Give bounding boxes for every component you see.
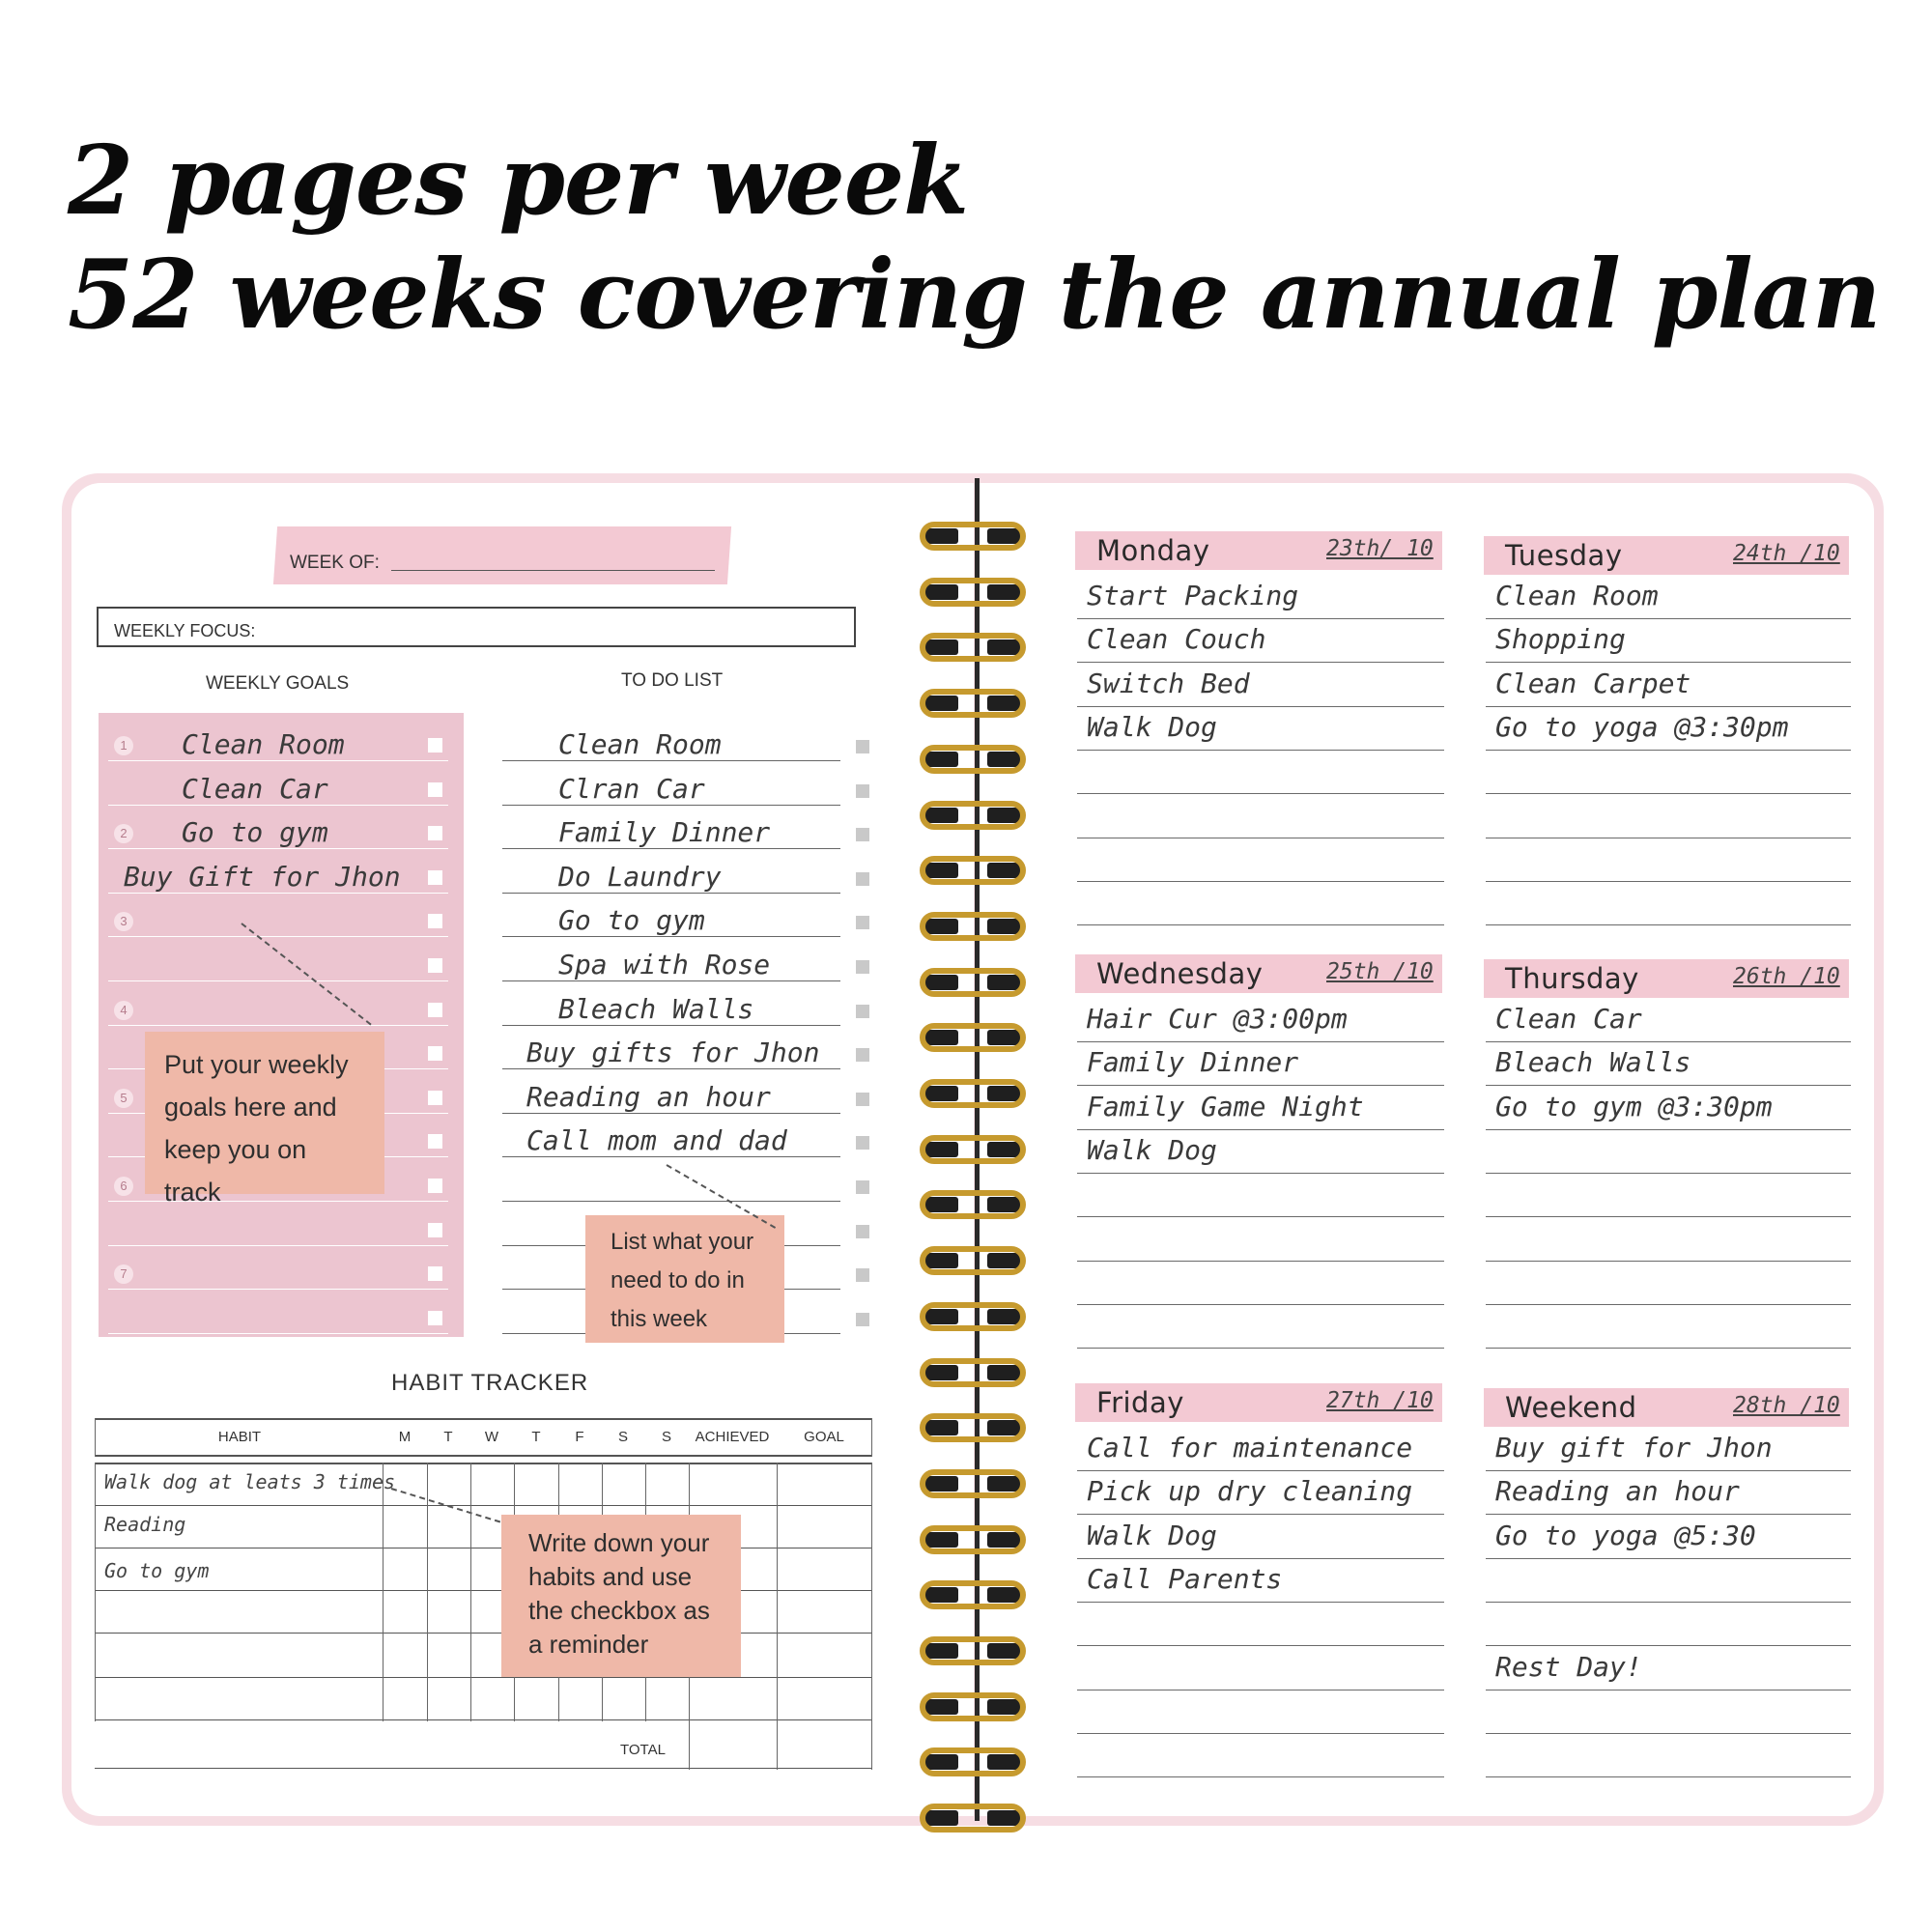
day-row-line [1486,662,1851,663]
habit-name: Reading [104,1513,186,1536]
habit-name: Go to gym [104,1559,210,1582]
todo-text: Buy gifts for Jhon [526,1037,820,1069]
week-of-label: WEEK OF: [290,553,380,573]
day-name: Wednesday [1096,957,1264,990]
spiral-ring [920,1804,1026,1833]
todo-checkbox [856,1136,869,1150]
day-task: Walk Dog [1087,1133,1217,1166]
habit-row-line [95,1719,871,1720]
todo-text: Do Laundry [558,860,722,893]
todo-text: Clran Car [558,772,705,805]
day-row-line [1077,1645,1444,1646]
goal-row-line [108,848,448,849]
habit-tip-line: a reminder [528,1630,649,1659]
day-task: Go to yoga @3:30pm [1495,710,1789,743]
spiral-ring [920,1636,1026,1665]
day-row-line [1077,1602,1444,1603]
day-task: Hair Cur @3:00pm [1087,1003,1348,1035]
habit-header-top [95,1418,871,1420]
day-task: Reading an hour [1495,1475,1740,1508]
habit-tip-line: habits and use [528,1562,693,1591]
goals-tip-note [145,1032,384,1207]
todo-row-line [502,980,840,981]
habit-row-line [95,1590,871,1591]
todo-heading: TO DO LIST [621,670,724,691]
goal-checkbox [428,738,442,753]
todo-row-line [502,1025,840,1026]
day-task: Rest Day! [1495,1650,1642,1683]
headline-line-2: 52 weeks covering the annual plan [68,240,1881,351]
day-row-line [1077,1514,1444,1515]
habit-tracker-title: HABIT TRACKER [391,1370,589,1396]
day-row-line [1077,1558,1444,1559]
habit-row-line [95,1633,871,1634]
todo-row-line [502,805,840,806]
day-task: Bleach Walls [1495,1046,1691,1079]
habit-column-header: S [617,1429,628,1445]
day-row-line [1077,1173,1444,1174]
goal-checkbox [428,870,442,885]
spiral-ring [920,689,1026,718]
day-row-line [1486,1558,1851,1559]
goals-tip-line: goals here and [164,1093,337,1122]
habit-header-bottom [95,1455,871,1457]
day-task: Family Dinner [1087,1046,1299,1079]
day-row-line [1077,1348,1444,1349]
day-row-line [1486,1304,1851,1305]
goal-checkbox [428,1311,442,1325]
goal-row-line [108,1025,448,1026]
day-task: Start Packing [1087,580,1299,611]
day-row-line [1077,1261,1444,1262]
goal-checkbox [428,1134,442,1149]
day-row-line [1486,1514,1851,1515]
day-task: Shopping [1495,623,1626,656]
day-date: 27th /10 [1326,1388,1434,1413]
goal-number: 1 [114,736,133,755]
day-task: Call for maintenance [1087,1432,1413,1463]
goal-checkbox [428,958,442,973]
habit-column-header: T [531,1429,541,1445]
goal-row-line [108,936,448,937]
spiral-ring [920,801,1026,830]
todo-checkbox [856,960,869,974]
day-task: Buy gift for Jhon [1495,1432,1773,1463]
spiral-ring [920,856,1026,885]
day-row-line [1077,1776,1444,1777]
habit-col-line [777,1463,778,1770]
habit-row-line [95,1768,871,1769]
day-task: Walk Dog [1087,710,1217,743]
todo-tip-note [585,1215,784,1343]
spiral-ring [920,745,1026,774]
todo-checkbox [856,1048,869,1062]
habit-border-left [95,1418,96,1457]
goal-row-line [108,893,448,894]
day-row-line [1486,1216,1851,1217]
day-row-line [1077,924,1444,925]
day-row-line [1077,1304,1444,1305]
habit-column-header: W [484,1429,499,1445]
goal-row-line [108,805,448,806]
spiral-ring [920,1190,1026,1219]
day-row-line [1077,793,1444,794]
todo-checkbox [856,740,869,753]
todo-row-line [502,848,840,849]
goal-checkbox [428,914,442,928]
goal-number: 7 [114,1264,133,1284]
goal-checkbox [428,1223,442,1237]
spiral-ring [920,1079,1026,1108]
goal-checkbox [428,1003,442,1017]
day-row-line [1077,706,1444,707]
spiral-ring [920,633,1026,662]
day-row-line [1486,793,1851,794]
day-date: 28th /10 [1733,1393,1840,1418]
spiral-ring [920,968,1026,997]
goals-tip-line: Put your weekly [164,1050,349,1079]
habit-column-header: F [575,1429,584,1445]
day-row-line [1486,1733,1851,1734]
todo-tip-line: need to do in [611,1267,745,1293]
goals-tip-line: keep you on track [164,1135,307,1207]
goal-number: 5 [114,1089,133,1108]
goal-text: Buy Gift for Jhon [124,860,401,893]
spiral-ring [920,1692,1026,1721]
spiral-ring [920,1135,1026,1164]
goal-row-line [108,1245,448,1246]
goal-row-line [108,1333,448,1334]
goal-checkbox [428,782,442,797]
headline-line-1: 2 pages per week [68,126,969,237]
day-row-line [1486,1173,1851,1174]
goal-checkbox [428,1266,442,1281]
habit-name: Walk dog at leats 3 times [104,1470,396,1493]
spiral-ring [920,1580,1026,1609]
goal-number: 2 [114,824,133,843]
week-of-field-line [391,570,715,571]
day-task: Clean Carpet [1495,667,1691,699]
spiral-ring [920,1469,1026,1498]
todo-text: Go to gym [558,904,705,937]
day-row-line [1486,1261,1851,1262]
goal-number: 6 [114,1177,133,1196]
todo-checkbox [856,1180,869,1194]
day-row-line [1077,1733,1444,1734]
day-row-line [1486,1085,1851,1086]
habit-column-header: T [443,1429,453,1445]
day-task: Clean Couch [1087,623,1266,656]
day-row-line [1077,618,1444,619]
goal-text: Clean Car [182,772,328,805]
todo-tip-line: List what your [611,1229,754,1255]
habit-row-line [95,1677,871,1678]
todo-text: Spa with Rose [558,949,771,980]
day-row-line [1486,1776,1851,1777]
day-task: Clean Room [1495,580,1659,611]
todo-checkbox [856,1313,869,1326]
todo-checkbox [856,828,869,841]
day-task: Switch Bed [1087,667,1250,699]
todo-checkbox [856,784,869,798]
habit-col-line [470,1463,471,1721]
todo-row-line [502,1156,840,1157]
goal-number: 4 [114,1001,133,1020]
goal-text: Go to gym [182,816,328,849]
spiral-ring [920,912,1026,941]
day-row-line [1077,1085,1444,1086]
todo-row-line [502,936,840,937]
goal-row-line [108,980,448,981]
spiral-ring [920,1747,1026,1776]
todo-text: Call mom and dad [526,1124,787,1157]
day-row-line [1486,750,1851,751]
day-task: Family Game Night [1087,1090,1364,1122]
spiral-ring [920,1413,1026,1442]
spiral-ring [920,578,1026,607]
habit-column-header: HABIT [217,1429,262,1445]
todo-checkbox [856,1005,869,1018]
habit-body-top [95,1463,871,1464]
day-row-line [1486,1348,1851,1349]
todo-row-line [502,1068,840,1069]
goal-checkbox [428,1179,442,1193]
day-row-line [1486,618,1851,619]
todo-row-line [502,1201,840,1202]
todo-checkbox [856,872,869,886]
day-row-line [1077,1129,1444,1130]
todo-row-line [502,893,840,894]
habit-col-line [427,1463,428,1721]
habit-body-right [871,1463,872,1770]
day-row-line [1486,1470,1851,1471]
day-name: Thursday [1505,962,1639,995]
day-date: 23th/ 10 [1326,536,1434,561]
day-name: Monday [1096,534,1210,567]
day-row-line [1077,881,1444,882]
day-date: 26th /10 [1733,964,1840,989]
habit-col-line [383,1463,384,1721]
spiral-ring [920,1023,1026,1052]
day-row-line [1486,706,1851,707]
day-date: 24th /10 [1733,541,1840,566]
day-row-line [1486,1645,1851,1646]
day-row-line [1077,1216,1444,1217]
habit-column-header: GOAL [804,1429,844,1445]
day-row-line [1077,662,1444,663]
todo-text: Reading an hour [526,1080,771,1113]
spiral-ring [920,1246,1026,1275]
todo-checkbox [856,916,869,929]
todo-checkbox [856,1268,869,1282]
day-row-line [1486,881,1851,882]
spiral-ring [920,1358,1026,1387]
habit-tip-line: the checkbox as [528,1596,710,1625]
habit-row-line [95,1505,871,1506]
day-row-line [1486,924,1851,925]
goal-number: 3 [114,912,133,931]
day-row-line [1077,1041,1444,1042]
todo-text: Family Dinner [558,816,771,849]
day-task: Go to yoga @5:30 [1495,1519,1756,1551]
habit-column-header: S [661,1429,671,1445]
day-task: Clean Car [1495,1003,1642,1035]
spiral-ring [920,522,1026,551]
day-row-line [1486,1602,1851,1603]
todo-tip-line: this week [611,1306,708,1332]
todo-checkbox [856,1093,869,1106]
goal-checkbox [428,826,442,840]
habit-body-left [95,1463,96,1721]
goal-row-line [108,1289,448,1290]
habit-column-header: M [398,1429,412,1445]
goal-checkbox [428,1091,442,1105]
weekly-focus-label: WEEKLY FOCUS: [114,621,256,640]
goal-text: Clean Room [182,728,345,760]
day-task: Go to gym @3:30pm [1495,1090,1773,1122]
todo-row-line [502,760,840,761]
day-name: Friday [1096,1386,1184,1419]
day-row-line [1486,1129,1851,1130]
day-row-line [1486,1041,1851,1042]
spiral-ring [920,1302,1026,1331]
habit-tip-line: Write down your [528,1528,710,1557]
day-date: 25th /10 [1326,959,1434,984]
day-task: Call Parents [1087,1562,1283,1595]
day-name: Weekend [1505,1391,1637,1424]
day-row-line [1077,1470,1444,1471]
habit-tip-note [501,1515,741,1677]
habit-column-header: ACHIEVED [695,1429,770,1445]
todo-text: Clean Room [558,728,722,760]
todo-checkbox [856,1225,869,1238]
goal-row-line [108,760,448,761]
day-row-line [1077,750,1444,751]
todo-text: Bleach Walls [558,992,754,1025]
habit-total-label: TOTAL [620,1742,666,1758]
weekly-goals-heading: WEEKLY GOALS [206,673,350,694]
todo-row-line [502,1113,840,1114]
day-task: Walk Dog [1087,1519,1217,1551]
spiral-ring [920,1525,1026,1554]
goal-checkbox [428,1046,442,1061]
day-task: Pick up dry cleaning [1087,1475,1413,1508]
day-name: Tuesday [1505,539,1623,572]
